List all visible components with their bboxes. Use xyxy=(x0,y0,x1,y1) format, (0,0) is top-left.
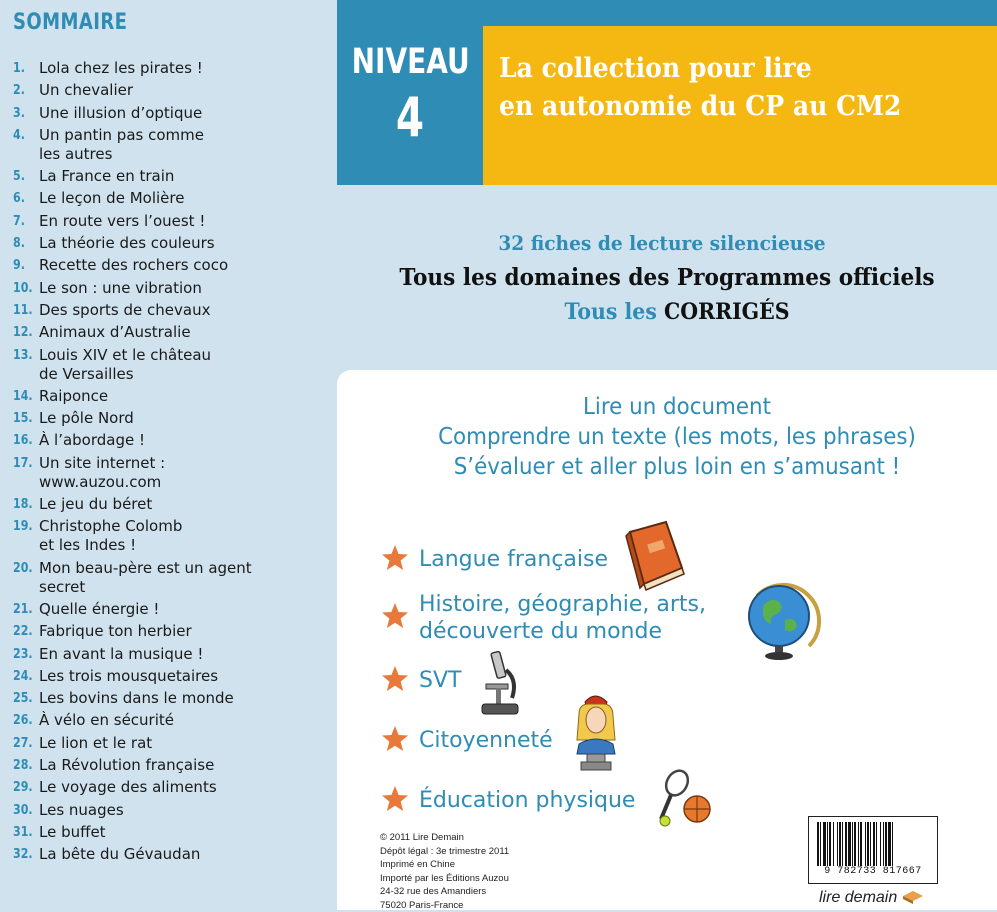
subject-histoire xyxy=(419,591,706,645)
sommaire-item-title: Raiponce xyxy=(39,387,108,406)
star-icon xyxy=(380,724,410,754)
sommaire-item xyxy=(13,81,333,100)
barcode-bar xyxy=(837,822,838,866)
sommaire-item-number: 19. xyxy=(13,517,33,536)
barcode-bar xyxy=(892,822,893,866)
sommaire-item-number: 20. xyxy=(13,559,33,578)
sommaire-item-title: Un chevalier xyxy=(39,81,133,100)
sommaire-item xyxy=(13,431,333,450)
barcode-bar xyxy=(888,822,891,866)
sommaire-item-number: 26. xyxy=(13,711,33,730)
barcode-bar xyxy=(827,822,828,866)
sommaire-item-number: 1. xyxy=(13,59,25,78)
sommaire-item xyxy=(13,667,333,686)
barcode-bar xyxy=(829,822,831,866)
sommaire-item xyxy=(13,59,333,78)
sommaire-item-number: 13. xyxy=(13,346,33,365)
sommaire-item-title: Des sports de chevaux xyxy=(39,301,210,320)
legal-line-3: Imprimé en Chine xyxy=(380,858,509,872)
sommaire-item-title: Le leçon de Molière xyxy=(39,189,184,208)
niveau-label: NIVEAU xyxy=(352,42,469,82)
barcode-bar xyxy=(860,822,862,866)
subject-education: Éducation physique xyxy=(419,787,635,814)
barcode-bar xyxy=(876,822,877,866)
intro-line-2: Comprendre un texte (les mots, les phrases) xyxy=(361,422,993,452)
domaines-line: Tous les domaines des Programmes officiels xyxy=(357,264,977,291)
barcode-bar xyxy=(823,822,826,866)
info-block xyxy=(337,185,997,370)
corriges-prefix: Tous les xyxy=(564,299,663,325)
sommaire-list xyxy=(13,59,333,868)
sommaire-item xyxy=(13,734,333,753)
globe-icon xyxy=(739,576,825,662)
sommaire-item-title: Le voyage des aliments xyxy=(39,778,217,797)
sommaire-item-number: 12. xyxy=(13,323,33,342)
sommaire-item-number: 15. xyxy=(13,409,33,428)
fiches-line: 32 fiches de lecture silencieuse xyxy=(360,231,965,255)
sommaire-item-title: La France en train xyxy=(39,167,174,186)
barcode-bar xyxy=(880,822,881,866)
sommaire-item-title: La théorie des couleurs xyxy=(39,234,215,253)
sommaire-item-title: Le lion et le rat xyxy=(39,734,152,753)
sommaire-item xyxy=(13,104,333,123)
barcode-bar xyxy=(865,822,866,866)
barcode-bar xyxy=(833,822,834,866)
star-icon xyxy=(380,543,410,573)
sports-icon xyxy=(655,767,715,829)
sommaire-item-number: 18. xyxy=(13,495,33,514)
sommaire-item-title: Le pôle Nord xyxy=(39,409,134,428)
barcode-bar xyxy=(817,822,819,866)
barcode-bar xyxy=(883,822,884,866)
collection-text xyxy=(499,50,901,126)
subject-svt: SVT xyxy=(419,667,461,694)
sommaire-item-number: 4. xyxy=(13,126,25,145)
sommaire-item-title: Les trois mousquetaires xyxy=(39,667,218,686)
marianne-bust-icon xyxy=(571,688,621,774)
sommaire-item-title: Une illusion d’optique xyxy=(39,104,202,123)
sommaire-item xyxy=(13,189,333,208)
subject-histoire-line-2: découverte du monde xyxy=(419,618,706,645)
subject-langue: Langue française xyxy=(419,546,608,573)
sommaire-item xyxy=(13,689,333,708)
sommaire-item xyxy=(13,279,333,298)
sommaire-item xyxy=(13,495,333,514)
sommaire-item-title: Un site internet : www.auzou.com xyxy=(39,454,165,492)
star-icon xyxy=(380,784,410,814)
collection-line-1: La collection pour lire xyxy=(499,50,901,88)
sommaire-item-number: 14. xyxy=(13,387,33,406)
sommaire-item-number: 24. xyxy=(13,667,33,686)
sommaire-item-number: 11. xyxy=(13,301,33,320)
sommaire-item-title: Le jeu du béret xyxy=(39,495,152,514)
sommaire-item-title: Quelle énergie ! xyxy=(39,600,159,619)
sommaire-item-title: En route vers l’ouest ! xyxy=(39,212,205,231)
sommaire-item xyxy=(13,167,333,186)
niveau-box xyxy=(337,0,483,185)
intro-text xyxy=(361,392,993,482)
barcode-bar xyxy=(842,822,843,866)
sommaire-item xyxy=(13,387,333,406)
book-logo-icon xyxy=(902,888,924,904)
sommaire-item xyxy=(13,212,333,231)
sommaire-item xyxy=(13,823,333,842)
intro-line-3: S’évaluer et aller plus loin en s’amusant ! xyxy=(361,452,993,482)
subject-citoyennete: Citoyenneté xyxy=(419,727,553,754)
sommaire-item-number: 21. xyxy=(13,600,33,619)
sommaire-item xyxy=(13,622,333,641)
sommaire-title: SOMMAIRE xyxy=(13,10,127,35)
barcode-bar xyxy=(845,822,847,866)
sommaire-item-number: 6. xyxy=(13,189,25,208)
sommaire-item-title: Animaux d’Australie xyxy=(39,323,191,342)
collection-line-2: en autonomie du CP au CM2 xyxy=(499,88,901,126)
sommaire-item xyxy=(13,756,333,775)
sommaire-item-number: 7. xyxy=(13,212,25,231)
sommaire-item-title: Recette des rochers coco xyxy=(39,256,228,275)
barcode xyxy=(808,816,938,884)
sommaire-item xyxy=(13,600,333,619)
sommaire-item xyxy=(13,346,333,384)
sommaire-item-title: Le buffet xyxy=(39,823,106,842)
barcode-bar xyxy=(839,822,841,866)
barcode-bar xyxy=(858,822,859,866)
sommaire-item xyxy=(13,711,333,730)
sommaire-item-number: 3. xyxy=(13,104,25,123)
barcode-bar xyxy=(885,822,887,866)
barcode-bar xyxy=(870,822,871,866)
sommaire-item-number: 28. xyxy=(13,756,33,775)
sommaire-item-number: 17. xyxy=(13,454,33,473)
sommaire-item xyxy=(13,801,333,820)
barcode-bar xyxy=(867,822,869,866)
barcode-bar xyxy=(852,822,853,866)
sommaire-item xyxy=(13,323,333,342)
sommaire-item-number: 25. xyxy=(13,689,33,708)
barcode-bar xyxy=(873,822,875,866)
sommaire-item-title: Lola chez les pirates ! xyxy=(39,59,203,78)
star-icon xyxy=(380,664,410,694)
barcode-bar xyxy=(820,822,821,866)
sommaire-sidebar xyxy=(0,0,336,910)
sommaire-item xyxy=(13,845,333,864)
sommaire-item-number: 16. xyxy=(13,431,33,450)
sommaire-item-title: Un pantin pas comme les autres xyxy=(39,126,204,164)
book-icon xyxy=(622,518,692,592)
niveau-number: 4 xyxy=(355,86,465,149)
sommaire-item xyxy=(13,559,333,597)
legal-notice xyxy=(380,831,509,912)
sommaire-item-number: 30. xyxy=(13,801,33,820)
sommaire-item-number: 9. xyxy=(13,256,25,275)
sommaire-item xyxy=(13,234,333,253)
sommaire-item-number: 32. xyxy=(13,845,33,864)
sommaire-item-title: Fabrique ton herbier xyxy=(39,622,192,641)
sommaire-item-number: 22. xyxy=(13,622,33,641)
sommaire-item-title: Le son : une vibration xyxy=(39,279,202,298)
sommaire-item-number: 10. xyxy=(13,279,33,298)
sommaire-item-title: La Révolution française xyxy=(39,756,214,775)
sommaire-item-title: Les bovins dans le monde xyxy=(39,689,234,708)
barcode-number: 9 782733 817667 xyxy=(813,866,933,877)
collection-box xyxy=(483,26,997,185)
sommaire-item xyxy=(13,778,333,797)
microscope-icon xyxy=(480,650,522,718)
sommaire-item-title: Christophe Colomb et les Indes ! xyxy=(39,517,182,555)
subject-histoire-line-1: Histoire, géographie, arts, xyxy=(419,591,706,618)
sommaire-item-number: 23. xyxy=(13,645,33,664)
sommaire-item xyxy=(13,256,333,275)
barcode-bar xyxy=(854,822,856,866)
sommaire-item-title: La bête du Gévaudan xyxy=(39,845,200,864)
brand-logo xyxy=(819,888,924,907)
sommaire-item xyxy=(13,409,333,428)
sommaire-item-title: Louis XIV et le château de Versailles xyxy=(39,346,211,384)
legal-line-5: 24-32 rue des Amandiers xyxy=(380,885,509,899)
top-strip xyxy=(483,0,997,26)
star-icon xyxy=(380,601,410,631)
sommaire-item-number: 31. xyxy=(13,823,33,842)
sommaire-item-title: Mon beau-père est un agent secret xyxy=(39,559,252,597)
sommaire-item xyxy=(13,301,333,320)
sommaire-item-title: Les nuages xyxy=(39,801,124,820)
sommaire-item-number: 2. xyxy=(13,81,25,100)
sommaire-item-title: À vélo en sécurité xyxy=(39,711,174,730)
legal-line-6: 75020 Paris-France xyxy=(380,899,509,912)
sommaire-item xyxy=(13,645,333,664)
sommaire-item xyxy=(13,126,333,164)
corriges-line xyxy=(361,299,993,325)
legal-line-4: Importé par les Éditions Auzou xyxy=(380,872,509,886)
brand-name: lire demain xyxy=(819,889,897,906)
content-panel xyxy=(337,370,997,910)
sommaire-item-title: À l’abordage ! xyxy=(39,431,145,450)
sommaire-item-number: 5. xyxy=(13,167,25,186)
intro-line-1: Lire un document xyxy=(361,392,993,422)
sommaire-item xyxy=(13,454,333,492)
sommaire-item-title: En avant la musique ! xyxy=(39,645,203,664)
barcode-bars xyxy=(817,822,929,866)
corriges-word: CORRIGÉS xyxy=(664,299,790,325)
sommaire-item xyxy=(13,517,333,555)
sommaire-item-number: 29. xyxy=(13,778,33,797)
legal-line-1: © 2011 Lire Demain xyxy=(380,831,509,845)
legal-line-2: Dépôt légal : 3e trimestre 2011 xyxy=(380,845,509,859)
sommaire-item-number: 8. xyxy=(13,234,25,253)
sommaire-item-number: 27. xyxy=(13,734,33,753)
barcode-bar xyxy=(848,822,851,866)
